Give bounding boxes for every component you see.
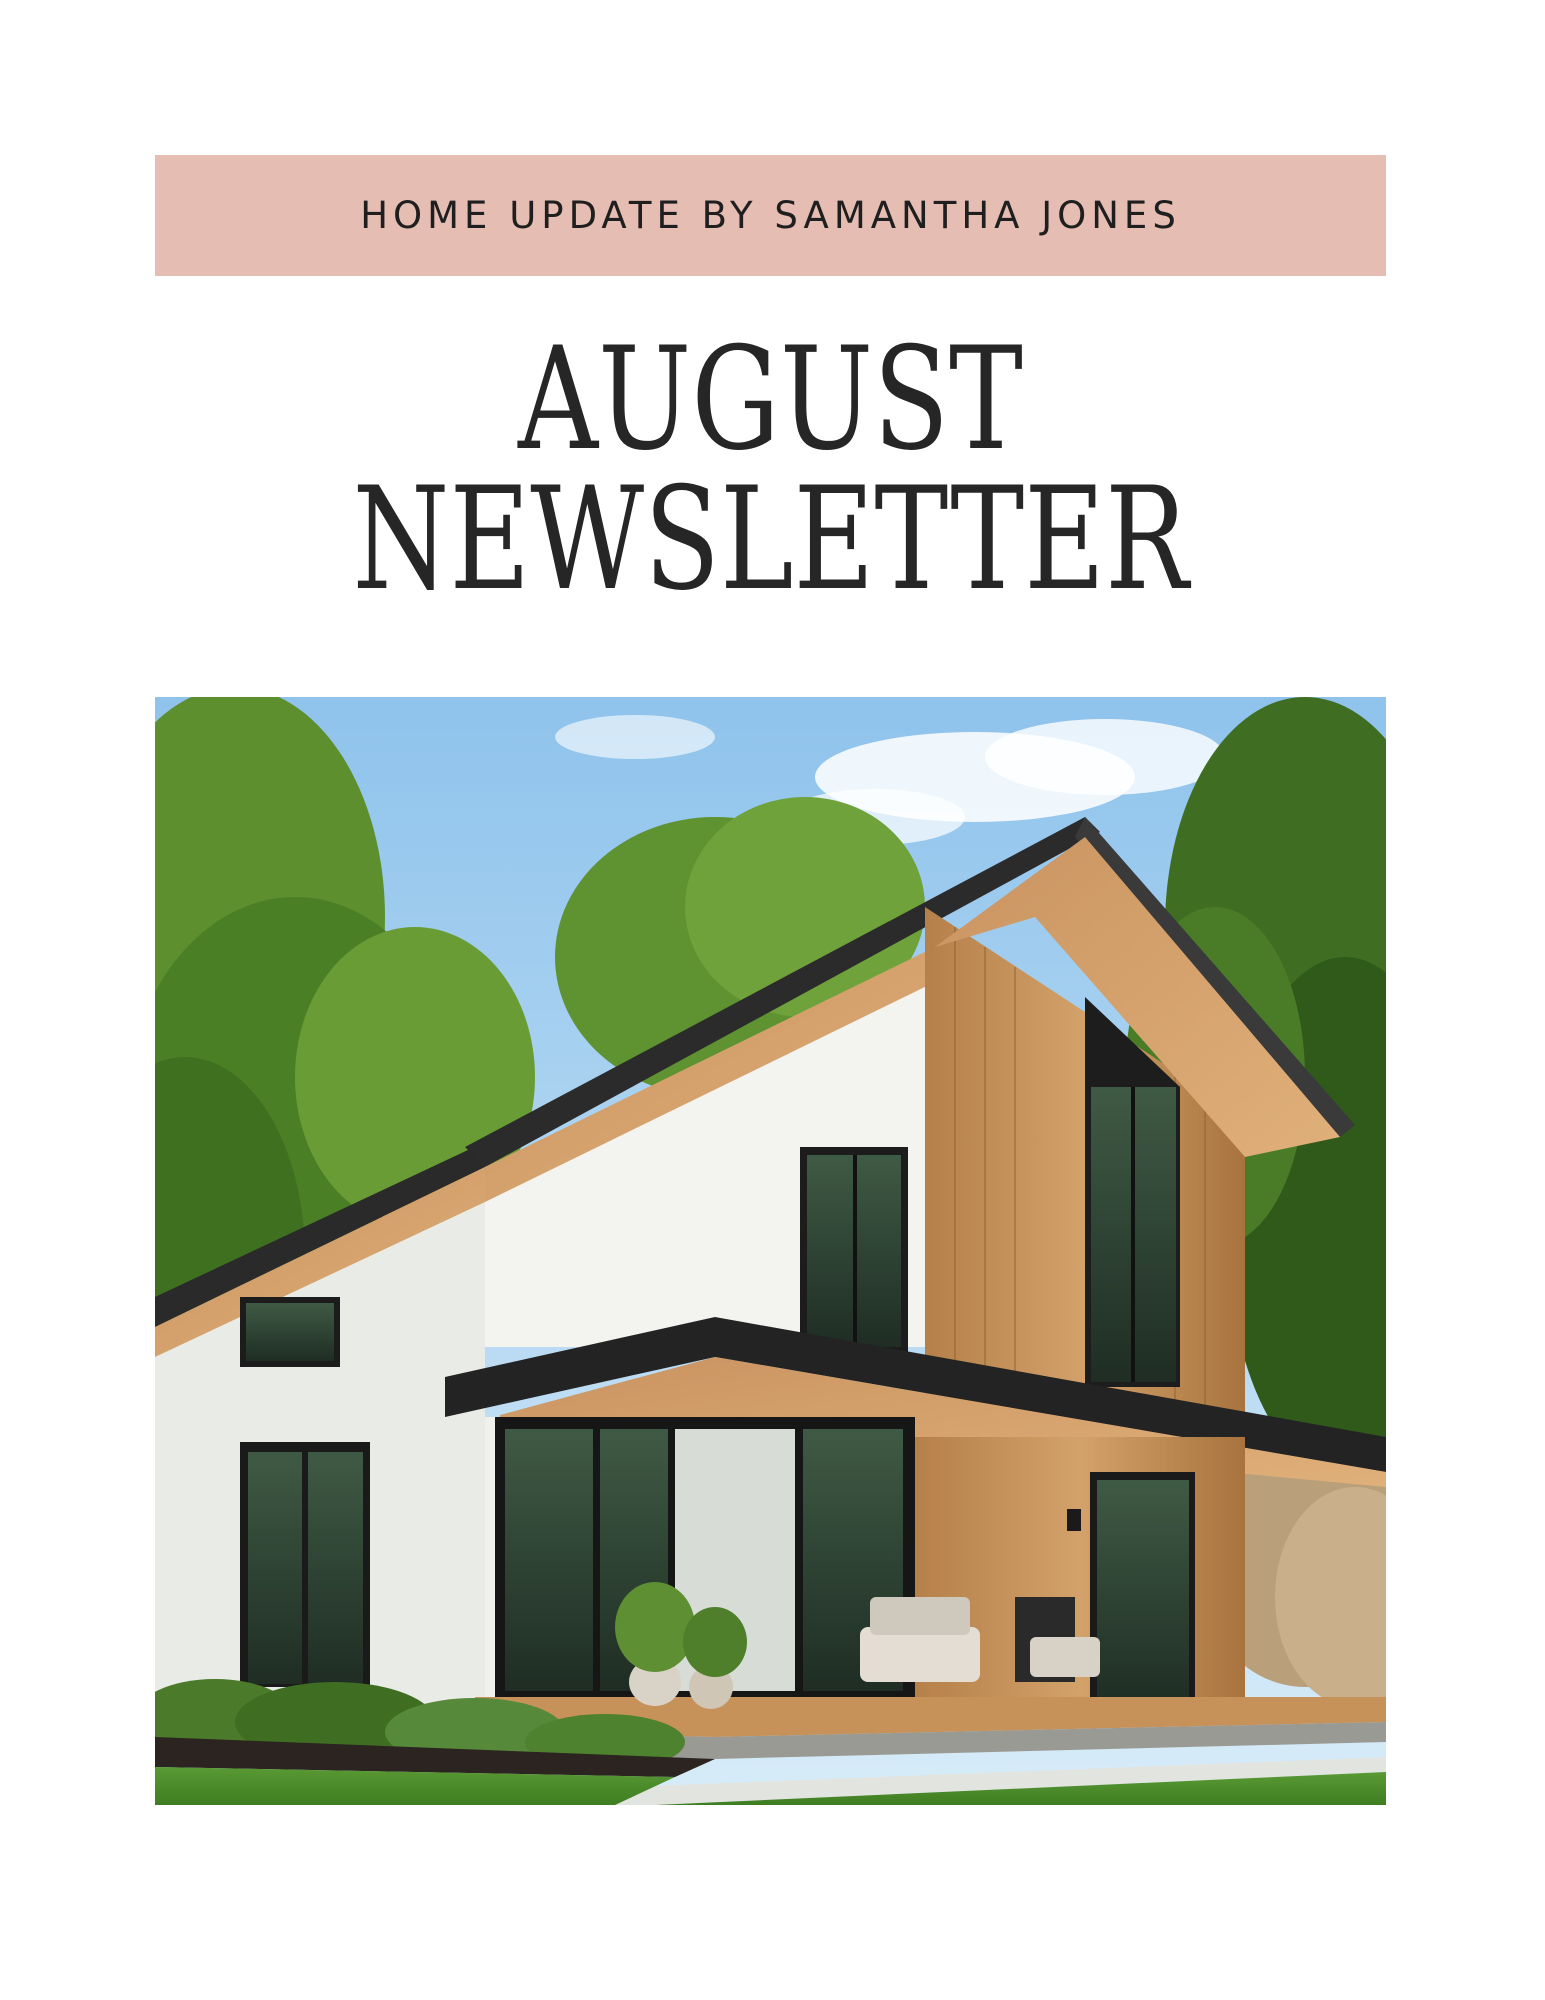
house-illustration: [155, 697, 1386, 1805]
title-line-1: AUGUST: [518, 317, 1023, 482]
banner-text: HOME UPDATE BY SAMANTHA JONES: [360, 194, 1181, 237]
header-banner: [155, 155, 1386, 276]
house-photo: [155, 697, 1386, 1805]
title-line-2: NEWSLETTER: [352, 457, 1189, 622]
page-title: [155, 317, 1386, 622]
